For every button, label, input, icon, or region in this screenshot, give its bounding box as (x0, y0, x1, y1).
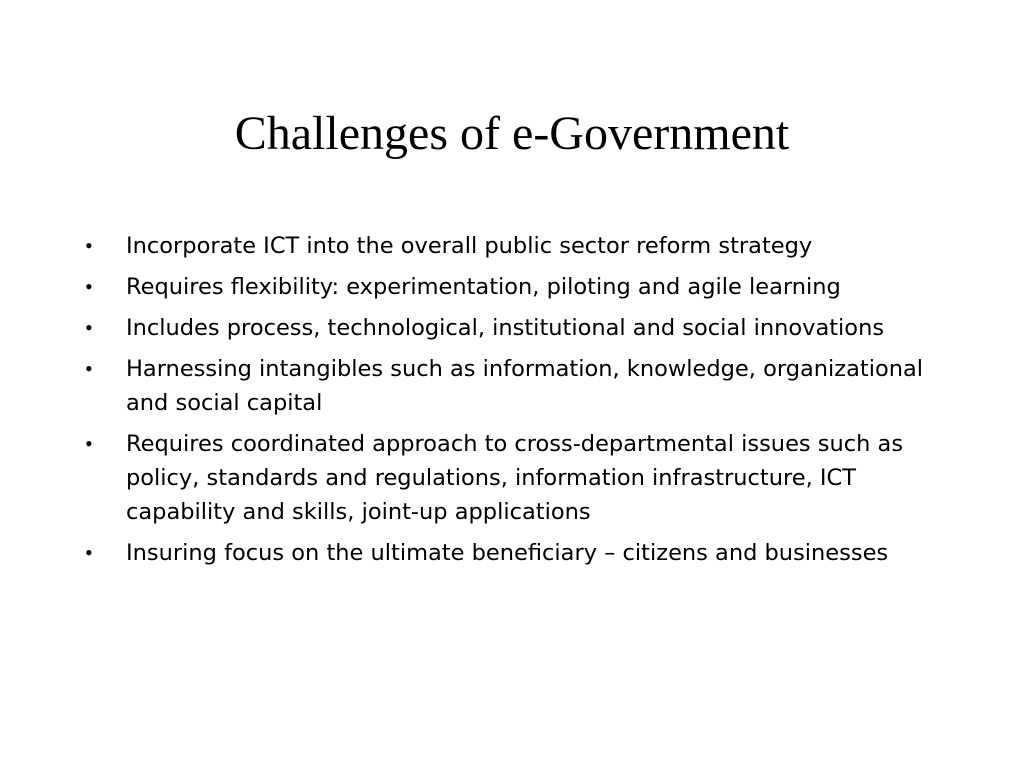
bullet-item (85, 352, 945, 420)
slide-title: Challenges of e-Government (234, 107, 790, 160)
bullet-item (85, 229, 945, 263)
bullet-item (85, 270, 945, 304)
bullet-icon: • (85, 274, 93, 299)
bullet-item (85, 427, 945, 529)
bullet-text: Harnessing intangibles such as information, knowledge, organizational and social capital (126, 356, 924, 416)
bullet-icon: • (85, 540, 93, 565)
bullet-text: Requires coordinated approach to cross-departmental issues such as policy, standards and regulations, information infrastructure, ICT capability and skills, joint-up applications (126, 431, 904, 525)
bullet-icon: • (85, 315, 93, 340)
bullet-icon: • (85, 356, 93, 381)
bullet-item (85, 536, 945, 570)
bullet-text: Requires flexibility: experimentation, piloting and agile learning (126, 274, 841, 300)
bullet-icon: • (85, 233, 93, 258)
bullet-item (85, 311, 945, 345)
bullet-icon: • (85, 431, 93, 456)
bullet-text: Includes process, technological, institutional and social innovations (126, 315, 885, 341)
bullet-text: Insuring focus on the ultimate beneficiary – citizens and businesses (126, 540, 889, 566)
bullet-text: Incorporate ICT into the overall public sector reform strategy (126, 233, 813, 259)
bullet-list (85, 229, 945, 577)
